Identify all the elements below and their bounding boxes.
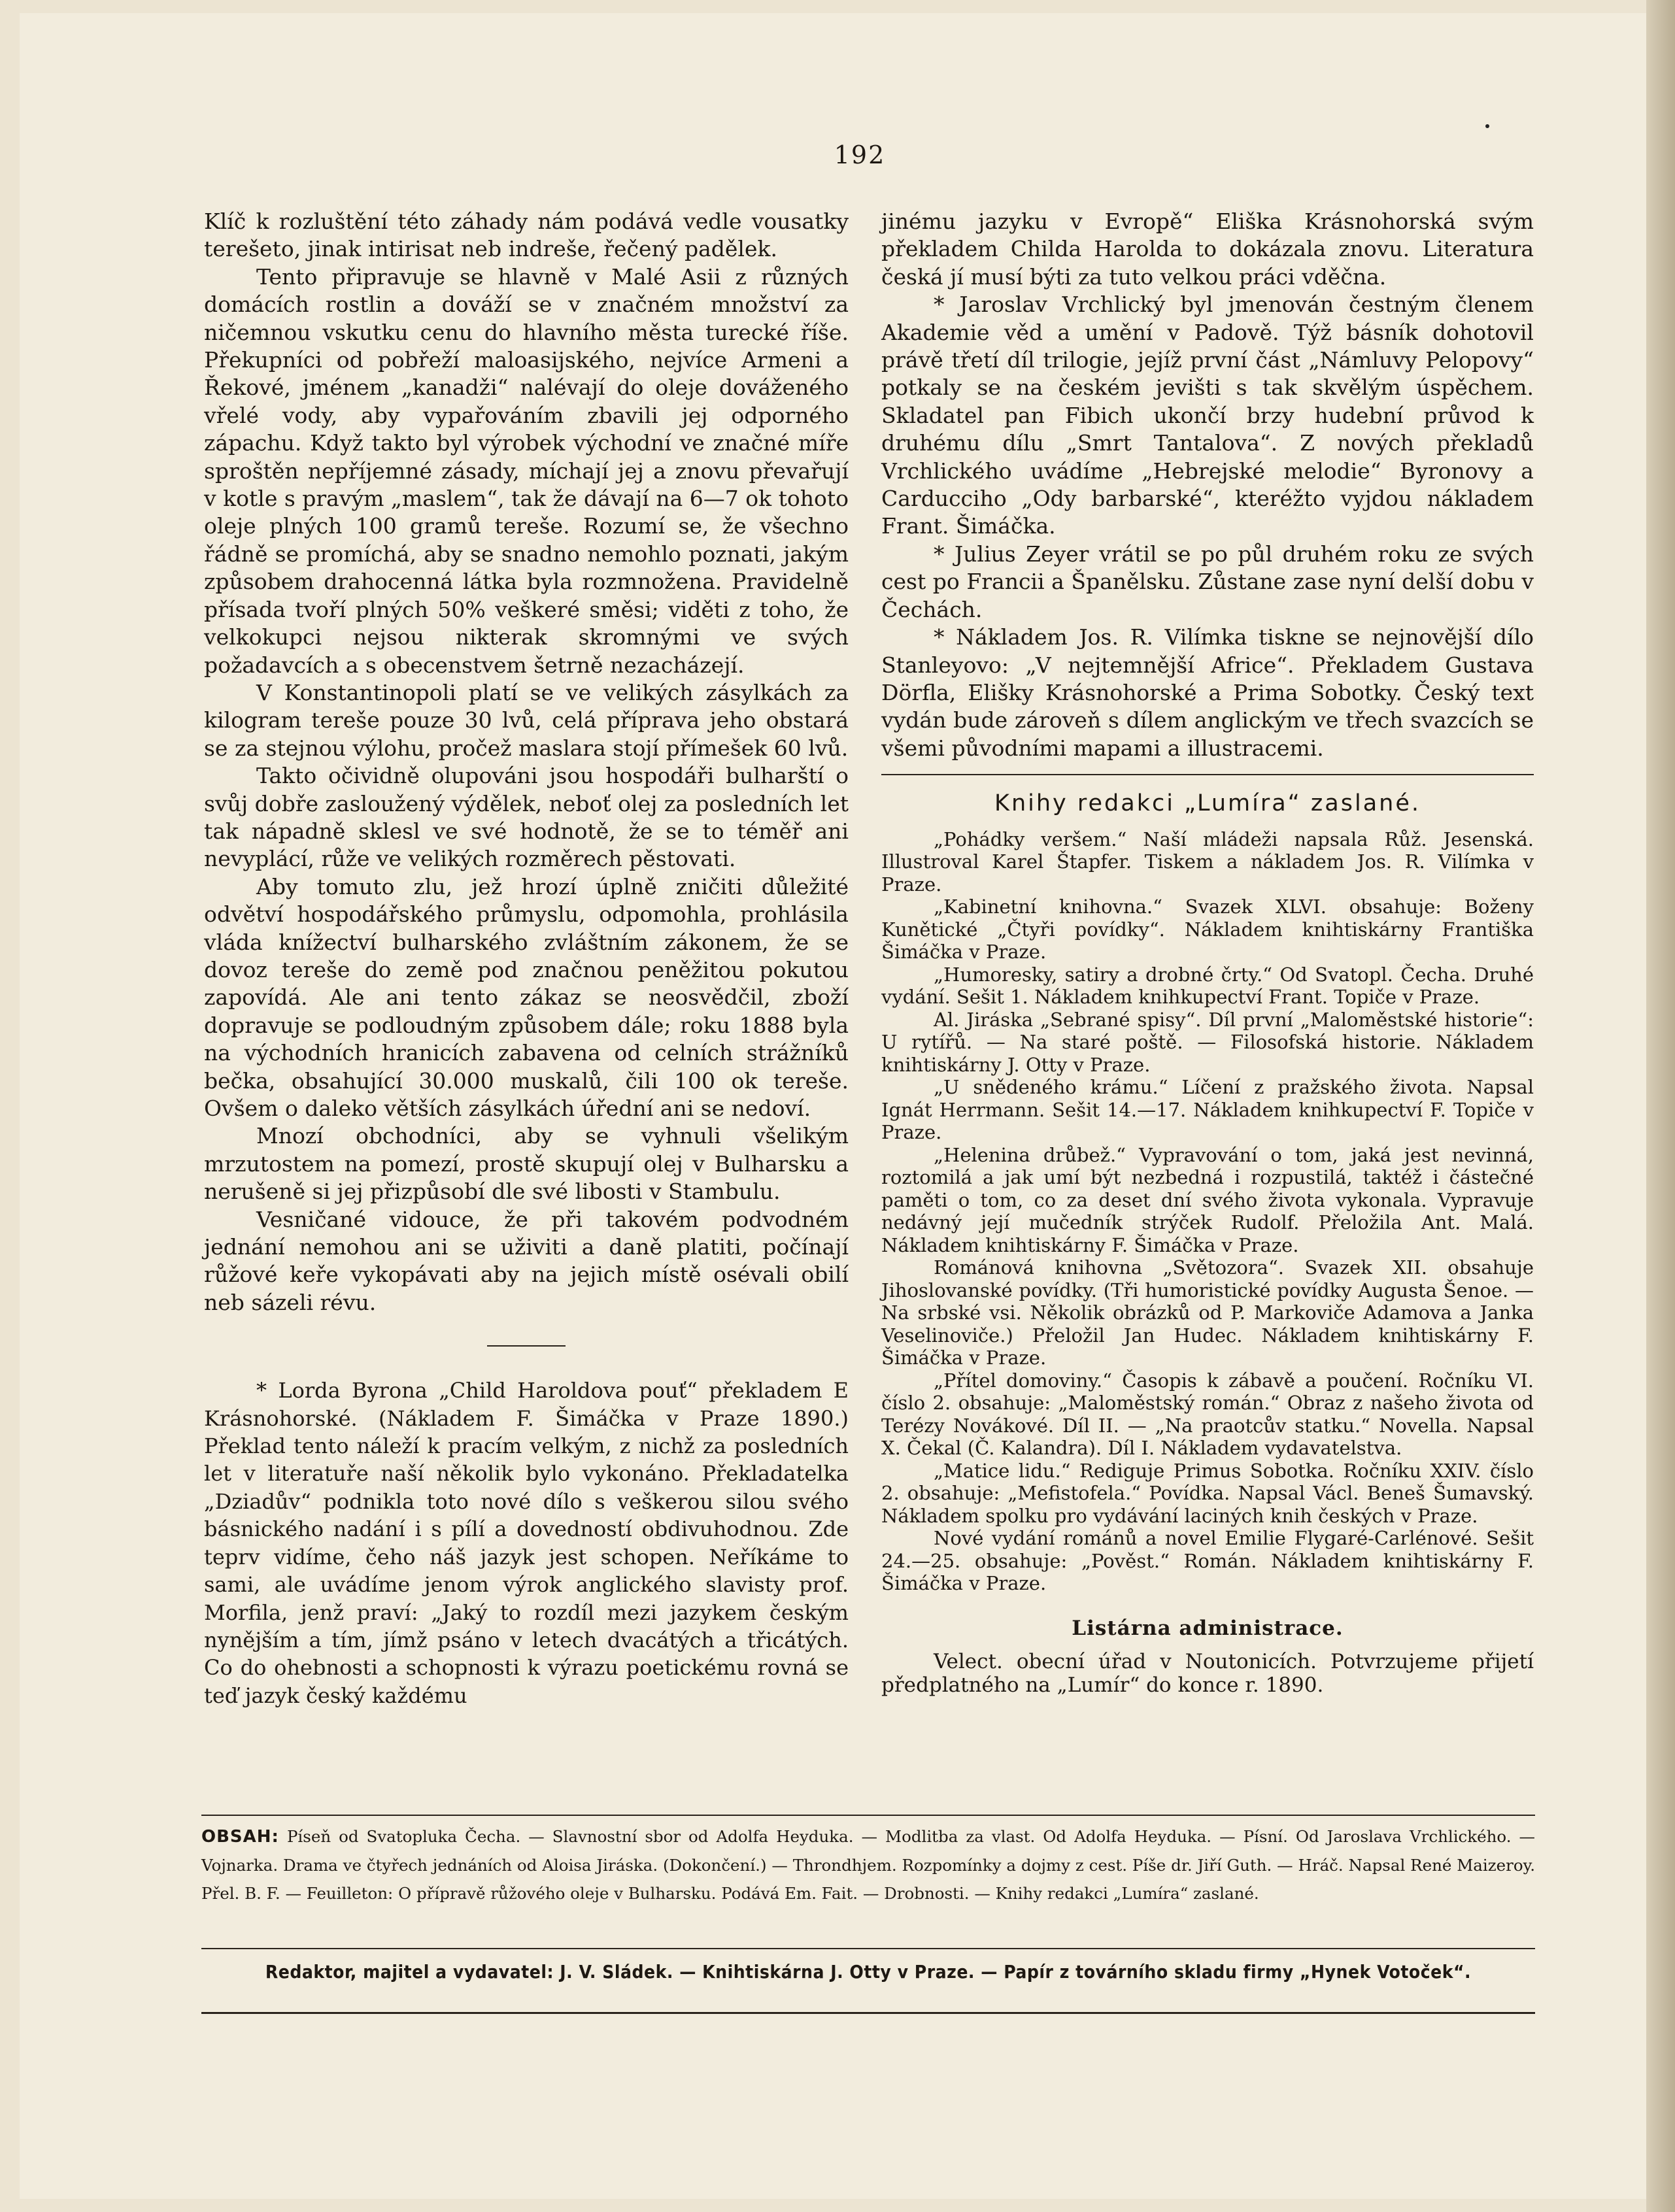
- note-stanley: * Nákladem Jos. R. Vilímka tiskne se nejnovější dílo Stanleyovo: „V nejtemnější Africe“. Překladem Gustava Dörfla, Elišky Krásnohorské a Prima Sobotky. Český text vydán bude zároveň s dílem anglickým ve třech svazcích se všemi původními mapami a illustracemi.: [881, 624, 1534, 761]
- binding-gutter: [1646, 0, 1675, 2212]
- left-paragraph-1: Klíč k rozluštění této záhady nám podává vedle vousatky terešeto, jinak intirisat neb indreše, řečený padělek.: [204, 209, 849, 262]
- byron-footnote: [204, 1377, 849, 1709]
- book-entry: Nové vydání románů a novel Emilie Flygaré-Carlénové. Sešit 24.—25. obsahuje: „Pověst.“ Román. Nákladem knihtiskárny F. Šimáčka v Praze.: [881, 1527, 1534, 1595]
- table-of-contents: [201, 1815, 1535, 1949]
- left-paragraph-2: Tento připravuje se hlavně v Malé Asii z různých domácích rostlin a dováží se v značném množství za ničemnou vskutku cenu do hlavního města turecké říše. Překupníci od pobřeží maloasijského, nejvíce Armeni a Řekové, jménem „kanadži“ nalévají do oleje dováženého vřelé vody, aby vypařováním zbavili jej odporného zápachu. Když takto byl výrobek východní ve značné míře sproštěn nepříjemné zásady, míchají jej a znovu převařují v kotle s pravým „maslem“, tak že dávají na 6—7 ok tohoto oleje plných 100 gramů tereše. Rozumí se, že všechno řádně se promíchá, aby se snadno nemohlo poznati, jakým způsobem drahocenná látka byla rozmnožena. Pravidelně přísada tvoří plných 50% veškeré směsi; viděti z toho, že velkokupci nejsou nikterak skromnými ve svých požadavcích a s obecenstvem šetrně nezacházejí.: [204, 263, 849, 678]
- book-entry: „Přítel domoviny.“ Časopis k zábavě a poučení. Ročníku VI. číslo 2. obsahuje: „Maloměstský román.“ Obraz z našeho života od Terézy Novákové. Díl II. — „Na praotcův statku.“ Novella. Napsal X. Čekal (Č. Kalandra). Díl I. Nákladem vydavatelstva.: [881, 1369, 1534, 1460]
- note-vrchlicky: * Jaroslav Vrchlický byl jmenován čestným členem Akademie věd a umění v Padově. Týž básník dohotovil právě třetí díl trilogie, jejíž první část „Námluvy Pelopovy“ potkaly se na českém jevišti s tak skvělým úspěchem. Skladatel pan Fibich ukončí brzy hudební průvod k druhému dílu „Smrt Tantalova“. Z nových překladů Vrchlického uvádíme „Hebrejské melodie“ Byronovy a Carducciho „Ody barbarské“, kteréžto vyjdou nákladem Frant. Šimáčka.: [881, 292, 1534, 539]
- books-list: [881, 828, 1534, 1595]
- book-entry: „Matice lidu.“ Rediguje Primus Sobotka. Ročníku XXIV. číslo 2. obsahuje: „Mefistofela.“ Povídka. Napsal Václ. Beneš Šumavský. Nákladem spolku pro vydávání laciných knih českých v Praze.: [881, 1459, 1534, 1527]
- footnote-text: * Lorda Byrona „Child Haroldova pouť“ překladem E Krásnohorské. (Nákladem F. Šimáčka v Praze 1890.) Překlad tento náleží k pracím velkým, z nichž za posledních let v literatuře naší několik bylo vykonáno. Překladatelka „Dziadův“ podnikla toto nové dílo s veškerou silou svého básnického nadání i s pílí a dovedností obdivuhodnou. Zde teprv vidíme, čeho náš jazyk jest schopen. Neříkáme to sami, ale uvádíme jenom výrok anglického slavisty prof. Morfila, jenž praví: „Jaký to rozdíl mezi jazykem českým nynějším a tím, jímž psáno v letech dvacátých a třicátých. Co do ohebnosti a schopnosti k výrazu poetickému rovná se teď jazyk český každému: [204, 1378, 849, 1708]
- left-paragraph-6: Mnozí obchodníci, aby se vyhnuli všelikým mrzutostem na pomezí, prostě skupují olej v Bulharsku a nerušeně si jej přizpůsobí dle své libosti v Stambulu.: [204, 1123, 849, 1205]
- page-number: 192: [834, 141, 886, 169]
- contents-text: Píseň od Svatopluka Čecha. — Slavnostní sbor od Adolfa Heyduka. — Modlitba za vlast. Od Adolfa Heyduka. — Písní. Od Jaroslava Vrchlického. — Vojnarka. Drama ve čtyřech jednáních od Aloisa Jiráska. (Dokončení.) — Throndhjem. Rozpomínky a dojmy z cest. Píše dr. Jiří Guth. — Hráč. Napsal René Maizeroy. Přel. B. F. — Feuilleton: O přípravě růžového oleje v Bulharsku. Podává Em. Fait. — Drobnosti. — Knihy redakci „Lumíra“ zaslané.: [201, 1827, 1535, 1903]
- book-entry: „Helenina drůbež.“ Vypravování o tom, jaká jest nevinná, roztomilá a jak umí být nezbedná i rozpustilá, taktéž i částečné paměti o tom, co za deset dní svého života vykonala. Vypravuje nedávný její mučedník strýček Rudolf. Přeložila Ant. Malá. Nákladem knihtiskárny F. Šimáčka v Praze.: [881, 1143, 1534, 1256]
- right-column: [881, 208, 1534, 1697]
- book-entry: „Kabinetní knihovna.“ Svazek XLVI. obsahuje: Boženy Kunětické „Čtyři povídky“. Nákladem knihtiskárny Františka Šimáčka v Praze.: [881, 896, 1534, 964]
- imprint-line: Redaktor, majitel a vydavatel: J. V. Sládek. — Knihtiskárna J. Otty v Praze. — Papír z továrního skladu firmy „Hynek Votoček“.: [201, 1961, 1535, 2014]
- ink-speck: [1485, 124, 1489, 128]
- note-continuation: jinému jazyku v Evropě“ Eliška Krásnohorská svým překladem Childa Harolda to dokázala znovu. Literatura česká jí musí býti za tuto velkou práci vděčna.: [881, 209, 1534, 290]
- books-heading: Knihy redakci „Lumíra“ zaslané.: [994, 790, 1421, 817]
- admin-text: Velect. obecní úřad v Noutonicích. Potvrzujeme přijetí předplatného na „Lumír“ do konce r. 1890.: [881, 1649, 1534, 1697]
- book-entry: „U snědeného krámu.“ Líčení z pražského života. Napsal Ignát Herrmann. Sešit 14.—17. Nákladem knihkupectví F. Topiče v Praze.: [881, 1076, 1534, 1144]
- left-paragraph-3: V Konstantinopoli platí se ve velikých zásylkách za kilogram tereše pouze 30 lvů, celá příprava jeho obstará se za stejnou výlohu, pročež maslara stojí přímešek 60 lvů.: [204, 679, 849, 761]
- book-entry: „Humoresky, satiry a drobné črty.“ Od Svatopl. Čecha. Druhé vydání. Sešit 1. Nákladem knihkupectví Frant. Topiče v Praze.: [881, 963, 1534, 1009]
- note-zeyer: * Julius Zeyer vrátil se po půl druhém roku ze svých cest po Francii a Španělsku. Zůstane zase nyní delší dobu v Čechách.: [881, 541, 1534, 622]
- left-paragraph-4: Takto očividně olupováni jsou hospodáři bulharští o svůj dobře zasloužený výdělek, neboť olej za posledních let tak nápadně sklesl ve své hodnotě, že se to téměř ani nevyplácí, růže ve velikých rozměrech pěstovati.: [204, 763, 849, 872]
- admin-notice: [881, 1650, 1534, 1697]
- left-paragraph-5: Aby tomuto zlu, jež hrozí úplně zničiti důležité odvětví hospodářského průmyslu, odpomohla, prohlásila vláda knížectví bulharského zvláštním zákonem, že se dovoz tereše do země pod značnou peněžitou pokutou zapovídá. Ale ani tento zákaz se neosvědčil, zboží dopravuje se podloudným způsobem dále; roku 1888 byla na východních hranicích zabavena od celních strážníků bečka, obsahující 30.000 muskalů, čili 100 ok tereše. Ovšem o daleko větších zásylkách úřední ani se nedoví.: [204, 873, 849, 1121]
- book-entry: Al. Jiráska „Sebrané spisy“. Díl první „Maloměstské historie“: U rytířů. — Na staré poště. — Filosofská historie. Nákladem knihtiskárny J. Otty v Praze.: [881, 1008, 1534, 1076]
- left-column: [204, 208, 849, 1709]
- section-rule: [881, 774, 1534, 775]
- article-end-divider: [487, 1345, 566, 1347]
- contents-label: OBSAH:: [201, 1827, 279, 1847]
- admin-heading: Listárna administrace.: [1072, 1616, 1344, 1640]
- book-entry: „Pohádky veršem.“ Naší mládeži napsala Růž. Jesenská. Illustroval Karel Štapfer. Tiskem a nákladem Jos. R. Vilímka v Praze.: [881, 828, 1534, 896]
- left-paragraph-7: Vesničané vidouce, že při takovém podvodném jednání nemohou ani se uživiti a daně platiti, počínají růžové keře vykopávati aby na jejich místě osévali obilí neb sázeli révu.: [204, 1206, 849, 1315]
- book-entry: Románová knihovna „Světozora“. Svazek XII. obsahuje Jihoslovanské povídky. (Tři humoristické povídky Augusta Šenoe. — Na srbské vsi. Několik obrázků od P. Markoviče Adamova a Janka Veselinoviče.) Přeložil Jan Hudec. Nákladem knihtiskárny F. Šimáčka v Praze.: [881, 1256, 1534, 1369]
